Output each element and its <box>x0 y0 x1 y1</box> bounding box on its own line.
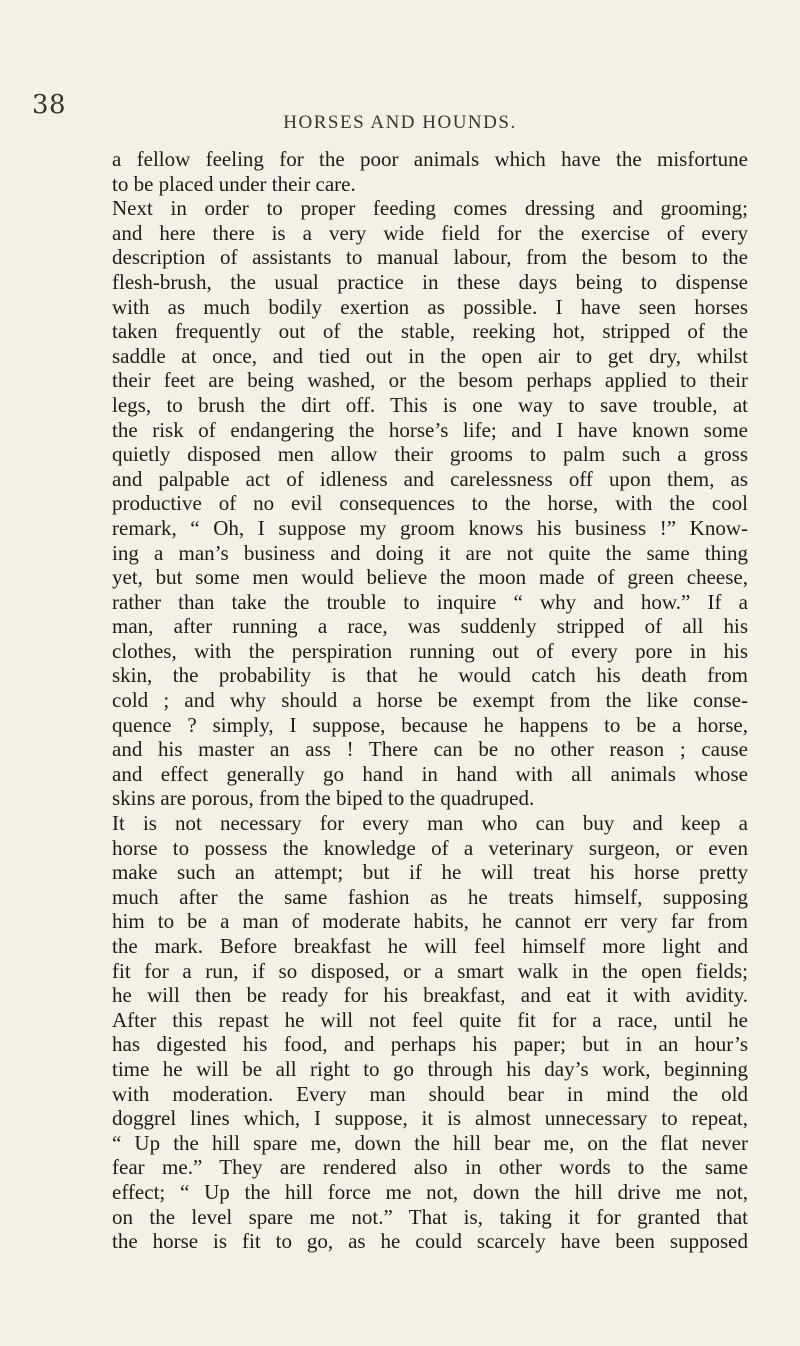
text-line: productive of no evil consequences to the horse, with the cool <box>112 491 748 516</box>
text-line: Next in order to proper feeding comes dressing and grooming; <box>112 196 748 221</box>
text-line: remark, “ Oh, I suppose my groom knows his business !” Know- <box>112 515 748 540</box>
text-line: fear me.” They are rendered also in other words to the same <box>112 1155 748 1180</box>
text-line: and here there is a very wide field for the exercise of every <box>112 220 748 245</box>
page-number: 38 <box>32 90 67 120</box>
text-line: with as much bodily exertion as possible. I have seen horses <box>112 294 748 319</box>
text-line: and his master an ass ! There can be no other reason ; cause <box>112 737 748 762</box>
body-text <box>112 147 748 1254</box>
text-line: much after the same fashion as he treats himself, supposing <box>112 884 748 909</box>
text-line: skin, the probability is that he would catch his death from <box>112 663 748 688</box>
running-title: HORSES AND HOUNDS. <box>283 112 517 133</box>
text-line: with moderation. Every man should bear in mind the old <box>112 1081 748 1106</box>
text-line: to be placed under their care. <box>112 171 356 196</box>
text-line: skins are porous, from the biped to the quadruped. <box>112 786 535 811</box>
text-line: fit for a run, if so disposed, or a smart walk in the open fields; <box>112 958 748 983</box>
text-line: description of assistants to manual labour, from the besom to the <box>112 245 748 270</box>
text-line: clothes, with the perspiration running out of every pore in his <box>112 638 748 663</box>
text-line: he will then be ready for his breakfast, and eat it with avidity. <box>112 983 748 1008</box>
text-line: doggrel lines which, I suppose, it is almost unnecessary to repeat, <box>112 1106 748 1131</box>
text-line: quence ? simply, I suppose, because he happens to be a horse, <box>112 712 748 737</box>
text-line: the risk of endangering the horse’s life; and I have known some <box>112 417 748 442</box>
text-line: taken frequently out of the stable, reeking hot, stripped of the <box>112 319 748 344</box>
text-line: “ Up the hill spare me, down the hill bear me, on the flat never <box>112 1130 748 1155</box>
text-line: yet, but some men would believe the moon made of green cheese, <box>112 565 748 590</box>
text-line: has digested his food, and perhaps his paper; but in an hour’s <box>112 1032 748 1057</box>
text-line: and effect generally go hand in hand with all animals whose <box>112 761 748 786</box>
text-line: cold ; and why should a horse be exempt from the like conse- <box>112 688 748 713</box>
text-line: rather than take the trouble to inquire “ why and how.” If a <box>112 589 748 614</box>
text-line: and palpable act of idleness and carelessness off upon them, as <box>112 466 748 491</box>
text-line: man, after running a race, was suddenly stripped of all his <box>112 614 748 639</box>
text-line: a fellow feeling for the poor animals which have the misfortune <box>112 147 748 171</box>
text-line: time he will be all right to go through his day’s work, beginning <box>112 1056 748 1081</box>
text-line: horse to possess the knowledge of a veterinary surgeon, or even <box>112 835 748 860</box>
text-line: him to be a man of moderate habits, he cannot err very far from <box>112 909 748 934</box>
text-line: saddle at once, and tied out in the open air to get dry, whilst <box>112 343 748 368</box>
text-line: the mark. Before breakfast he will feel himself more light and <box>112 934 748 958</box>
text-line: flesh-brush, the usual practice in these days being to dispense <box>112 269 748 294</box>
text-line: After this repast he will not feel quite fit for a race, until he <box>112 1007 748 1032</box>
text-line: effect; “ Up the hill force me not, down the hill drive me not, <box>112 1179 748 1204</box>
text-line: on the level spare me not.” That is, taking it for granted that <box>112 1204 748 1229</box>
text-line: ing a man’s business and doing it are not quite the same thing <box>112 540 748 565</box>
text-line: their feet are being washed, or the besom perhaps applied to their <box>112 368 748 393</box>
text-line: It is not necessary for every man who can buy and keep a <box>112 811 748 836</box>
text-line: the horse is fit to go, as he could scarcely have been supposed <box>112 1229 748 1254</box>
text-line: quietly disposed men allow their grooms to palm such a gross <box>112 442 748 467</box>
text-line: make such an attempt; but if he will treat his horse pretty <box>112 860 748 885</box>
text-line: legs, to brush the dirt off. This is one way to save trouble, at <box>112 392 748 417</box>
